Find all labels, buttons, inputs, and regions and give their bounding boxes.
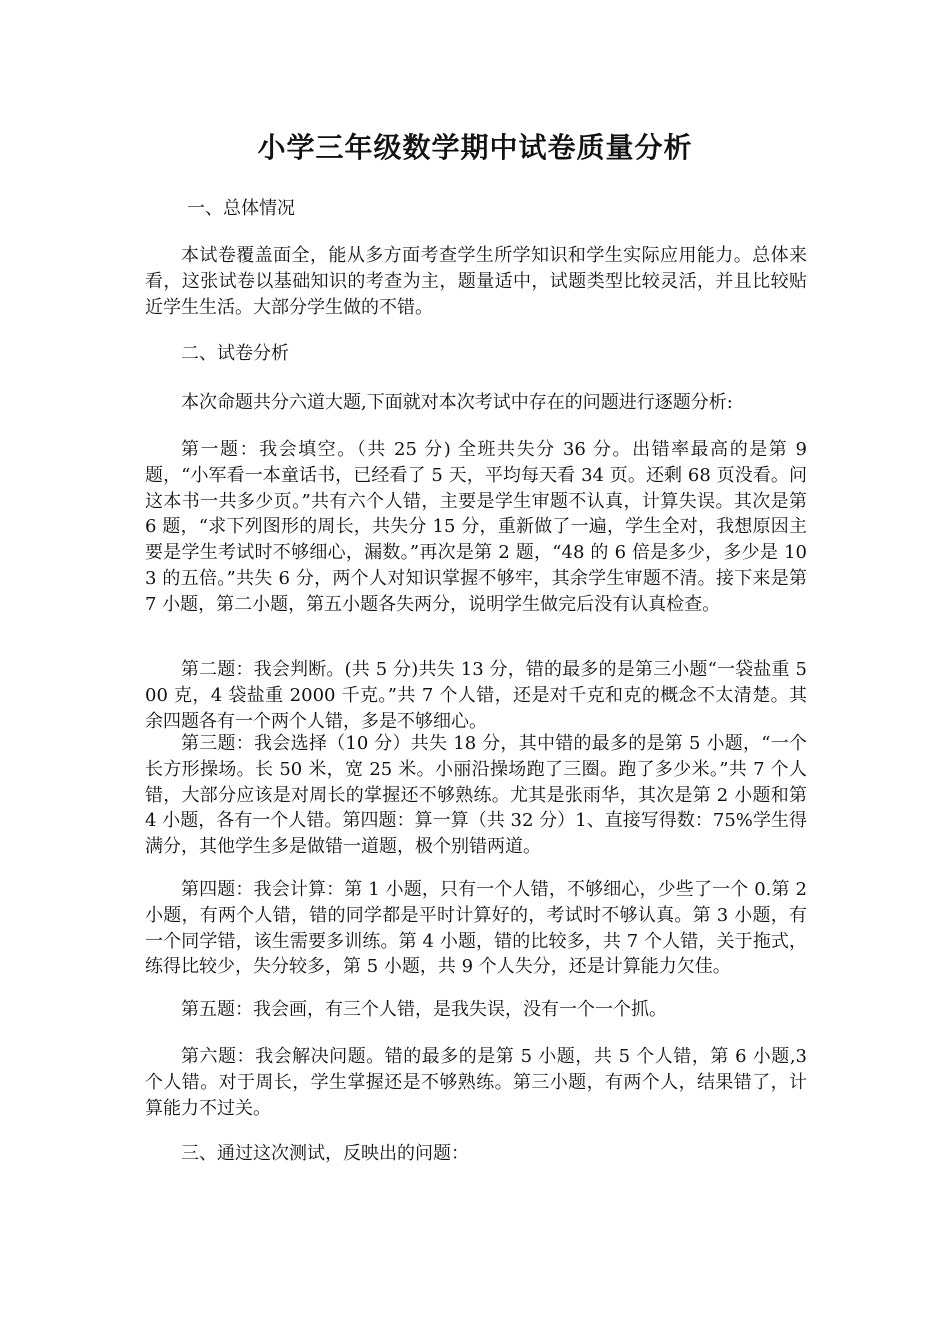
paragraph-question-6: 第六题：我会解决问题。错的最多的是第 5 小题，共 5 个人错，第 6 小题,3 个人错。对于周长，学生掌握还是不够熟练。第三小题，有两个人，结果错了，计算能力不过关。 [145,1046,807,1119]
section-heading-analysis: 二、试卷分析 [181,343,289,364]
paragraph-question-1: 第一题：我会填空。（共 25 分) 全班共失分 36 分。出错率最高的是第 9 题，“小军看一本童话书，已经看了 5 天，平均每天看 34 页。还剩 68 页没看。问这本书一共多少页。”共有六个人错，主要是学生审题不认真，计算失误。其次是第 6 题，“求下列图形的周长，共失分 15 分，重新做了一遍，学生全对，我想原因主要是学生考试时不够细心，漏数。”再次是第 2 题，“48 的 6 倍是多少，多少是 103 的五倍。”共失 6 分，两个人对知识掌握不够牢，其余学生审题不清。接下来是第 7 小题，第二小题，第五小题各失两分，说明学生做完后没有认真检查。 [145,439,807,615]
section-heading-overview: 一、总体情况 [187,198,295,219]
paragraph-intro: 本次命题共分六道大题,下面就对本次考试中存在的问题进行逐题分析: [181,392,733,413]
section-heading-problems: 三、通过这次测试，反映出的问题： [181,1143,469,1164]
paragraph-question-3: 第三题：我会选择（10 分）共失 18 分，其中错的最多的是第 5 小题，“一个长方形操场。长 50 米，宽 25 米。小丽沿操场跑了三圈。跑了多少米。”共 7 个人错，大部分应该是对周长的掌握还不够熟练。尤其是张雨华，其次是第 2 小题和第 4 小题，各有一个人错。第四题：算一算（共 32 分）1、直接写得数：75%学生得满分，其他学生多是做错一道题，极个别错两道。 [145,733,807,858]
paragraph-overview: 本试卷覆盖面全，能从多方面考查学生所学知识和学生实际应用能力。总体来看，这张试卷以基础知识的考查为主，题量适中，试题类型比较灵活，并且比较贴近学生生活。大部分学生做的不错。 [145,245,807,318]
paragraph-question-5: 第五题：我会画，有三个人错，是我失误，没有一个一个抓。 [181,999,667,1020]
paragraph-question-2: 第二题：我会判断。(共 5 分)共失 13 分，错的最多的是第三小题“一袋盐重 500 克，4 袋盐重 2000 千克。”共 7 个人错，还是对千克和克的概念不太清楚。其余四题各有一个两个人错，多是不够细心。 [145,659,807,732]
paragraph-question-4: 第四题：我会计算：第 1 小题，只有一个人错，不够细心，少些了一个 0.第 2 小题，有两个人错，错的同学都是平时计算好的，考试时不够认真。第 3 小题，有一个同学错，该生需要多训练。第 4 小题，错的比较多，共 7 个人错，关于拖式，练得比较少，失分较多，第 5 小题，共 9 个人失分，还是计算能力欠佳。 [145,879,807,978]
document-title: 小学三年级数学期中试卷质量分析 [257,131,693,164]
